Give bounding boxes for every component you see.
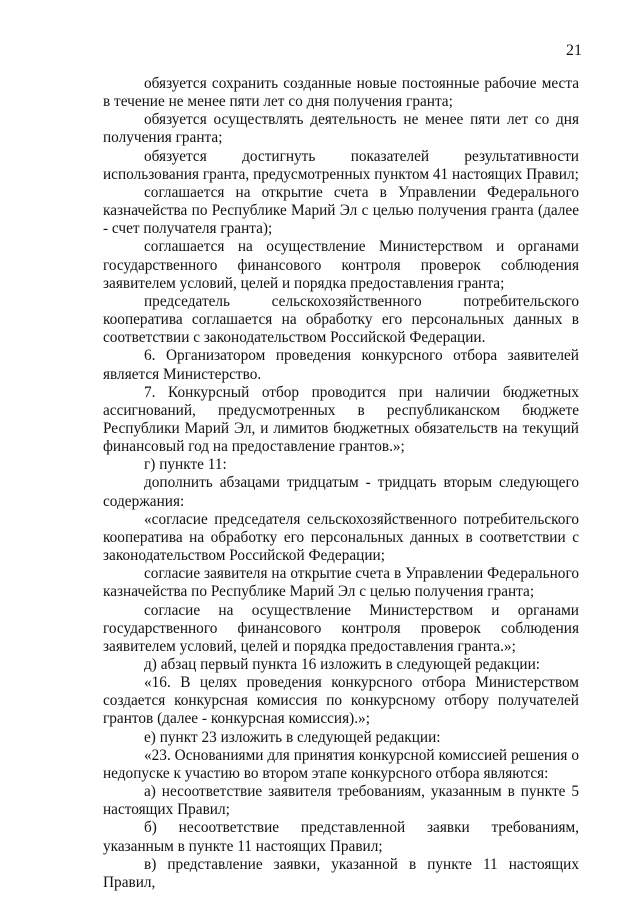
paragraph: «23. Основаниями для принятия конкурсной комиссией решения о недопуске к участию во втором этапе конкурсного отбора являются: (103, 746, 579, 782)
paragraph: д) абзац первый пункта 16 изложить в следующей редакции: (144, 656, 541, 673)
paragraph: соглашается на осуществление Министерством и органами государственного финансового контроля проверок соблюдения заявителем условий, целей и порядка предоставления гранта; (103, 238, 579, 292)
paragraph: обязуется сохранить созданные новые постоянные рабочие места в течение не менее пяти лет со дня получения гранта; (103, 75, 579, 111)
paragraph: председатель сельскохозяйственного потребительского кооператива соглашается на обработку его персональных данных в соответствии с законодательством Российской Федерации. (103, 292, 579, 347)
document-body (103, 75, 579, 892)
paragraph: соглашается на открытие счета в Управлении Федерального казначейства по Республике Марий Эл с целью получения гранта (далее - счет получателя гранта); (103, 183, 579, 238)
paragraph: 7. Конкурсный отбор проводится при наличии бюджетных ассигнований, предусмотренных в республиканском бюджете Республики Марий Эл, и лимитов бюджетных обязательств на текущий финансовый год на предоставление грантов.»; (103, 383, 579, 456)
paragraph: обязуется достигнуть показателей результативности использования гранта, предусмотренных пунктом 41 настоящих Правил; (103, 147, 579, 183)
paragraph: обязуется осуществлять деятельность не менее пяти лет со дня получения гранта; (103, 111, 579, 147)
paragraph: согласие заявителя на открытие счета в Управлении Федерального казначейства по Республике Марий Эл с целью получения гранта; (103, 565, 579, 601)
paragraph: в) представление заявки, указанной в пункте 11 настоящих Правил, (103, 855, 579, 891)
paragraph: б) несоответствие представленной заявки требованиям, указанным в пункте 11 настоящих Правил; (103, 819, 579, 855)
page-number: 21 (566, 42, 582, 59)
paragraph: е) пункт 23 изложить в следующей редакции: (144, 728, 441, 746)
paragraph: а) несоответствие заявителя требованиям, указанным в пункте 5 настоящих Правил; (103, 783, 579, 819)
paragraph: «16. В целях проведения конкурсного отбора Министерством создается конкурсная комиссия по конкурсному отбору получателей грантов (далее - конкурсная комиссия).»; (103, 674, 579, 728)
paragraph: согласие на осуществление Министерством и органами государственного финансового контроля проверок соблюдения заявителем условий, целей и порядка предоставления гранта.»; (103, 601, 579, 655)
paragraph: г) пункте 11: (144, 456, 227, 474)
paragraph: 6. Организатором проведения конкурсного отбора заявителей является Министерство. (103, 347, 579, 383)
paragraph: «согласие председателя сельскохозяйственного потребительского кооператива на обработку его персональных данных в соответствии с законодательством Российской Федерации; (103, 510, 579, 565)
paragraph: дополнить абзацами тридцатым - тридцать вторым следующего содержания: (103, 474, 579, 510)
